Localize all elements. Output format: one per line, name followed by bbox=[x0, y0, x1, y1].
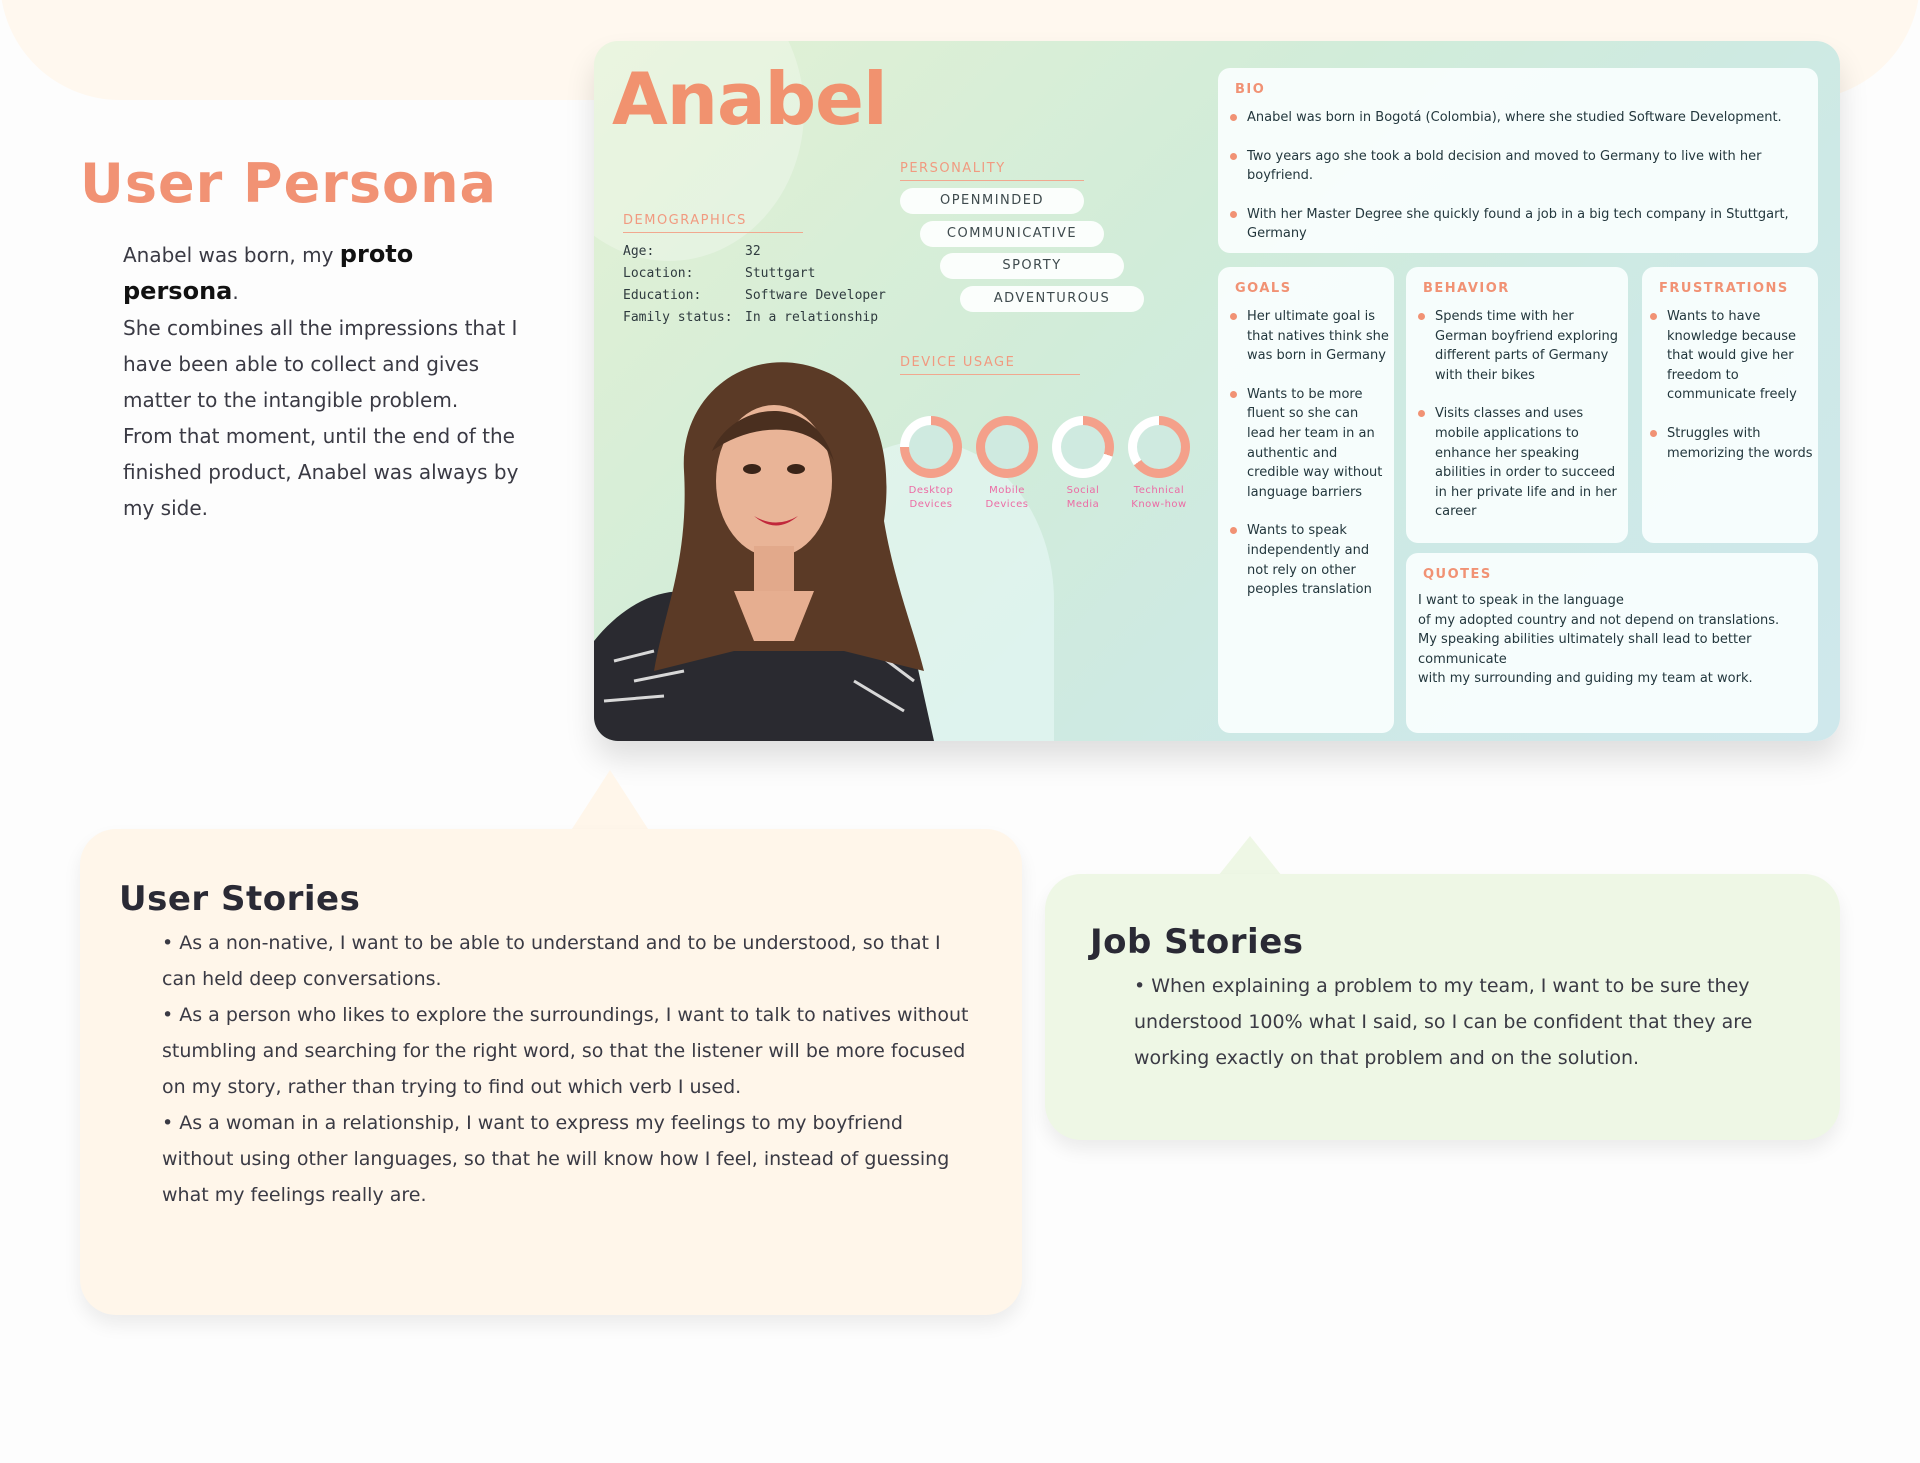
device-usage-label bbox=[967, 484, 1047, 512]
device-usage-ring-hole bbox=[1061, 425, 1105, 469]
demographics-key: Location: bbox=[623, 266, 694, 281]
quote-text bbox=[1418, 591, 1818, 689]
demographics-row bbox=[623, 241, 886, 263]
user-story-item: • As a non-native, I want to be able to understand and to be understood, so that I can held deep conversations. bbox=[162, 932, 941, 990]
bio-item: Two years ago she took a bold decision and moved to Germany to live with her boyfriend. bbox=[1230, 147, 1810, 186]
behavior-item: Spends time with her German boyfriend exploring different parts of Germany with their bikes bbox=[1418, 307, 1626, 385]
job-story-item: • When explaining a problem to my team, I want to be sure they understood 100% what I said, so I can be confident that they are working exactly on that problem and on the solution. bbox=[1134, 975, 1753, 1069]
device-usage-ring bbox=[976, 416, 1038, 478]
device-usage-label-line: Mobile bbox=[989, 485, 1025, 496]
quote-line: I want to speak in the language bbox=[1418, 593, 1624, 608]
device-usage-label bbox=[1119, 484, 1199, 512]
behavior-panel bbox=[1406, 267, 1628, 543]
device-usage-ring-hole bbox=[1137, 425, 1181, 469]
demographics-key: Family status: bbox=[623, 310, 733, 325]
demographics-list bbox=[623, 241, 886, 329]
intro-prefix: Anabel was born, my bbox=[123, 243, 340, 267]
user-stories-pointer bbox=[570, 770, 650, 832]
device-usage-label-line: Devices bbox=[985, 499, 1029, 510]
frustrations-panel bbox=[1642, 267, 1818, 543]
demographics-key: Age: bbox=[623, 244, 655, 259]
personality-trait: ADVENTUROUS bbox=[960, 286, 1144, 312]
intro-paragraph: From that moment, until the end of the finished product, Anabel was always by my side. bbox=[123, 424, 519, 520]
device-usage-label bbox=[1043, 484, 1123, 512]
demographics-row bbox=[623, 285, 886, 307]
goal-item: Wants to speak independently and not rely on other peoples translation bbox=[1230, 521, 1390, 599]
bio-list bbox=[1230, 108, 1810, 263]
bio-item: With her Master Degree she quickly found a job in a big tech company in Stuttgart, Germany bbox=[1230, 205, 1810, 244]
intro-suffix: . bbox=[232, 280, 239, 304]
device-usage-ring-hole bbox=[985, 425, 1029, 469]
quotes-title: QUOTES bbox=[1423, 567, 1492, 582]
quotes-panel bbox=[1406, 553, 1818, 733]
bio-item: Anabel was born in Bogotá (Colombia), where she studied Software Development. bbox=[1230, 108, 1810, 128]
behavior-item: Visits classes and uses mobile applications to enhance her speaking abilities in order to succeed in her private life and in her career bbox=[1418, 404, 1626, 522]
quote-line: of my adopted country and not depend on translations. bbox=[1418, 612, 1780, 628]
quote-line: with my surrounding and guiding my team at work. bbox=[1418, 671, 1753, 687]
device-usage-label bbox=[891, 484, 971, 512]
quote-line: My speaking abilities ultimately shall lead to better communicate bbox=[1418, 632, 1752, 667]
intro-paragraph: She combines all the impressions that I have been able to collect and gives matter to the intangible problem. bbox=[123, 316, 518, 412]
demographics-row bbox=[623, 307, 886, 329]
personality-title: PERSONALITY bbox=[900, 161, 1084, 181]
goals-title: GOALS bbox=[1235, 281, 1292, 296]
job-stories-title: Job Stories bbox=[1090, 922, 1304, 962]
intro-line-2 bbox=[123, 273, 553, 310]
user-stories-title: User Stories bbox=[119, 879, 361, 919]
frustration-item: Struggles with memorizing the words bbox=[1650, 424, 1814, 463]
user-story-item: • As a woman in a relationship, I want to express my feelings to my boyfriend without using other languages, so that he will know how I feel, instead of guessing what my feelings really are. bbox=[162, 1112, 950, 1206]
intro-bold-1: proto bbox=[339, 240, 414, 268]
frustrations-list bbox=[1650, 307, 1814, 482]
job-stories-list bbox=[1134, 968, 1814, 1076]
goal-item: Her ultimate goal is that natives think she was born in Germany bbox=[1230, 307, 1390, 366]
behavior-title: BEHAVIOR bbox=[1423, 281, 1510, 296]
personality-trait: COMMUNICATIVE bbox=[920, 221, 1104, 247]
goals-panel bbox=[1218, 267, 1394, 733]
device-usage-label-line: Social bbox=[1066, 485, 1100, 496]
behavior-list bbox=[1418, 307, 1626, 541]
persona-card bbox=[594, 41, 1840, 741]
job-stories-box bbox=[1045, 874, 1840, 1140]
device-usage-ring bbox=[900, 416, 962, 478]
user-stories-list bbox=[162, 925, 972, 1213]
intro-bold-2: persona bbox=[123, 277, 233, 305]
device-usage-label-line: Know-how bbox=[1131, 499, 1187, 510]
goal-item: Wants to be more fluent so she can lead her team in an authentic and credible way without language barriers bbox=[1230, 385, 1390, 503]
personality-trait: OPENMINDED bbox=[900, 188, 1084, 214]
goals-list bbox=[1230, 307, 1390, 619]
device-usage-label-line: Media bbox=[1066, 499, 1100, 510]
demographics-row bbox=[623, 263, 886, 285]
intro-line-1 bbox=[123, 236, 553, 273]
demographics-value: Software Developer bbox=[745, 288, 886, 303]
demographics-value: 32 bbox=[745, 244, 761, 259]
intro-text bbox=[123, 236, 553, 526]
bio-title: BIO bbox=[1235, 82, 1266, 97]
demographics-value: In a relationship bbox=[745, 310, 879, 325]
job-stories-pointer bbox=[1218, 836, 1282, 876]
device-usage-label-line: Devices bbox=[909, 499, 953, 510]
demographics-key: Education: bbox=[623, 288, 702, 303]
user-stories-box bbox=[80, 829, 1022, 1315]
device-usage-ring bbox=[1052, 416, 1114, 478]
personality-trait: SPORTY bbox=[940, 253, 1124, 279]
device-usage-title: DEVICE USAGE bbox=[900, 355, 1080, 375]
device-usage-label-line: Desktop bbox=[908, 485, 954, 496]
page-title: User Persona bbox=[80, 152, 497, 215]
user-story-item: • As a person who likes to explore the surroundings, I want to talk to natives without stumbling and searching for the right word, so that the listener will be more focused on my story, rather than trying to find out which verb I used. bbox=[162, 1004, 969, 1098]
device-usage-label-line: Technical bbox=[1133, 485, 1185, 496]
frustrations-title: FRUSTRATIONS bbox=[1659, 281, 1789, 296]
frustration-item: Wants to have knowledge because that would give her freedom to communicate freely bbox=[1650, 307, 1814, 405]
persona-photo bbox=[594, 351, 994, 741]
demographics-value: Stuttgart bbox=[745, 266, 816, 281]
device-usage-ring bbox=[1128, 416, 1190, 478]
persona-name: Anabel bbox=[612, 57, 887, 141]
device-usage-ring-hole bbox=[909, 425, 953, 469]
demographics-title: DEMOGRAPHICS bbox=[623, 213, 803, 233]
bio-panel bbox=[1218, 68, 1818, 253]
